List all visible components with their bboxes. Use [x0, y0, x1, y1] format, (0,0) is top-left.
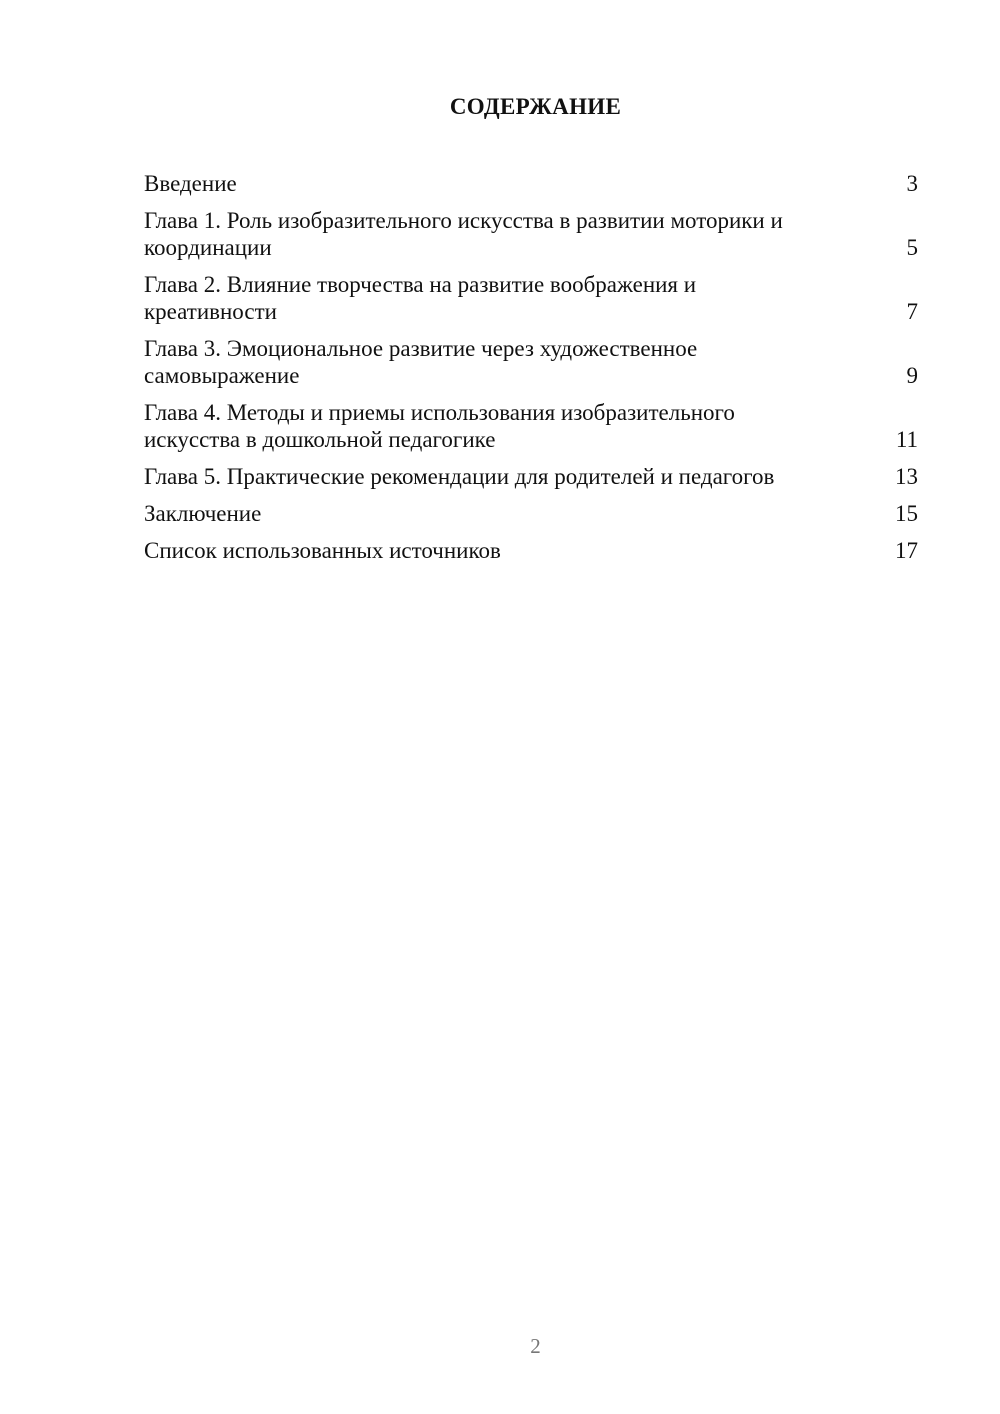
toc-entry-text: Заключение — [144, 501, 262, 526]
toc-entry-references[interactable] — [144, 537, 918, 564]
toc-entry-page: 9 — [906, 363, 918, 388]
toc-entry-page: 3 — [906, 171, 918, 196]
toc-entry-chapter-3[interactable] — [144, 335, 918, 389]
toc-entry-chapter-1[interactable] — [144, 207, 918, 261]
toc-title: СОДЕРЖАНИЕ — [449, 94, 622, 119]
toc-entry-text: Список использованных источников — [144, 538, 501, 563]
toc-entry-page: 15 — [895, 501, 918, 526]
toc-entry-page: 17 — [895, 538, 918, 563]
toc-entry-chapter-5[interactable] — [144, 463, 918, 490]
toc-list — [144, 170, 918, 574]
toc-entry-page: 13 — [895, 464, 918, 489]
toc-entry-text: Глава 4. Методы и приемы использования изобразительного искусства в дошкольной педагогике — [144, 400, 735, 452]
toc-entry-chapter-2[interactable] — [144, 271, 918, 325]
toc-entry-page: 5 — [906, 235, 918, 260]
toc-entry-text: Глава 2. Влияние творчества на развитие воображения и креативности — [144, 272, 697, 324]
toc-entry-chapter-4[interactable] — [144, 399, 918, 453]
toc-entry-conclusion[interactable] — [144, 500, 918, 527]
toc-entry-text: Глава 3. Эмоциональное развитие через художественное самовыражение — [144, 336, 698, 388]
toc-entry-page: 11 — [895, 427, 918, 452]
toc-entry-text: Введение — [144, 171, 237, 196]
page-number: 2 — [530, 1334, 541, 1358]
toc-entry-text: Глава 5. Практические рекомендации для родителей и педагогов — [144, 464, 775, 489]
toc-entry-page: 7 — [906, 299, 918, 324]
toc-entry-text: Глава 1. Роль изобразительного искусства в развитии моторики и координации — [144, 208, 783, 260]
toc-entry-introduction[interactable] — [144, 170, 918, 197]
